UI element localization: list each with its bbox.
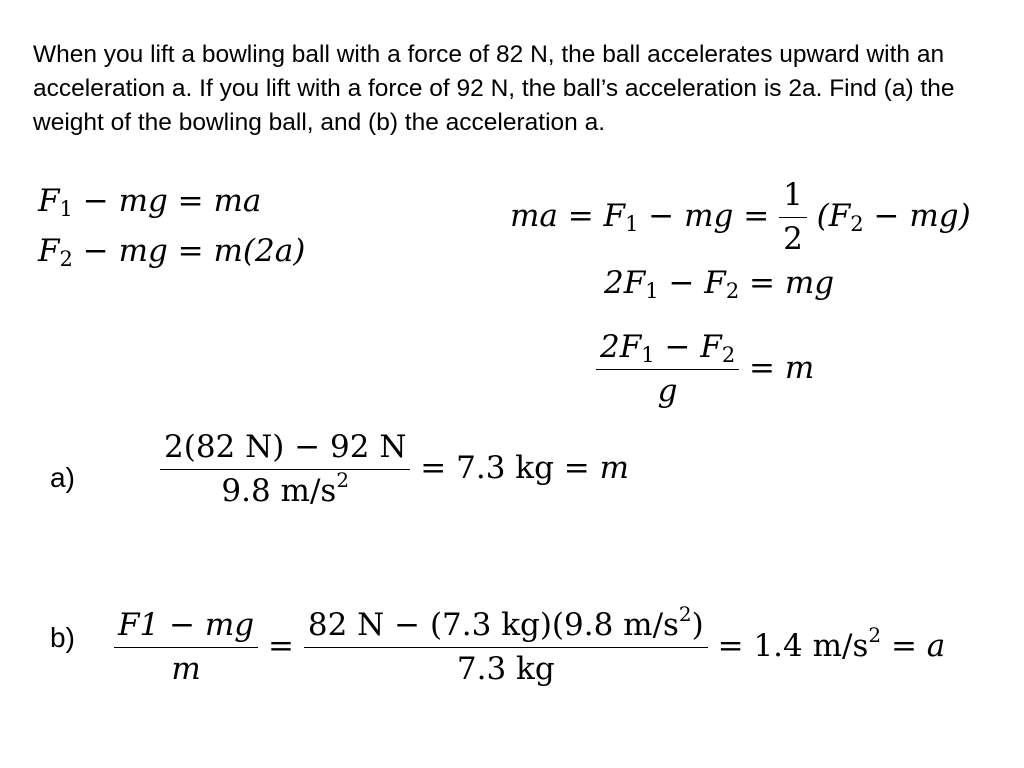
eq3-sub1: 1 bbox=[625, 212, 639, 236]
part-b-label: b) bbox=[50, 622, 75, 653]
part-a-num: 2(82 N) − 92 N bbox=[160, 432, 410, 470]
part-b-frac2-num: 82 N − (7.3 kg)(9.8 m/s bbox=[307, 607, 679, 643]
eq4-b: − F bbox=[658, 265, 726, 301]
eq1-rest: − mg = ma bbox=[72, 183, 262, 219]
eq5-rest: = m bbox=[739, 350, 815, 386]
eq3-half-fraction bbox=[779, 177, 807, 257]
eq3-rest: − mg) bbox=[863, 198, 971, 234]
eq5-num-sub2: 2 bbox=[721, 343, 736, 367]
eq5-fraction bbox=[596, 329, 739, 409]
part-b-frac2-num-close: ) bbox=[691, 607, 704, 643]
part-b-var: a bbox=[926, 628, 946, 664]
part-b-fraction-2 bbox=[304, 602, 708, 687]
eq5-num-b: − F bbox=[654, 329, 722, 365]
equation-5 bbox=[596, 329, 815, 409]
part-b-result-tail: = bbox=[881, 628, 927, 664]
part-a-den: 9.8 m/s bbox=[221, 473, 337, 509]
eq4-rest: = mg bbox=[739, 265, 835, 301]
eq4-sub2: 2 bbox=[725, 279, 740, 303]
equation-2 bbox=[38, 233, 306, 271]
eq1-f: F bbox=[38, 183, 60, 219]
eq5-num-a: 2F bbox=[600, 329, 642, 365]
part-a-result: = 7.3 kg = bbox=[410, 450, 600, 486]
part-a-label: a) bbox=[50, 462, 75, 493]
part-b-equation bbox=[114, 602, 946, 687]
eq2-sub: 2 bbox=[59, 247, 73, 271]
part-b-frac2-den: 7.3 kg bbox=[456, 651, 555, 687]
eq4-a: 2F bbox=[604, 265, 646, 301]
eq2-f: F bbox=[38, 233, 60, 269]
equation-4 bbox=[604, 265, 835, 303]
part-a-equation bbox=[160, 429, 630, 509]
part-b-result: = 1.4 m/s bbox=[707, 628, 869, 664]
eq3-paren: (F bbox=[806, 198, 851, 234]
part-b-fraction-1 bbox=[114, 607, 258, 687]
part-b-result-exp: 2 bbox=[868, 623, 882, 647]
eq3-lhs: ma = F bbox=[510, 198, 626, 234]
eq2-rest: − mg = m(2a) bbox=[72, 233, 306, 269]
equation-1 bbox=[38, 183, 262, 221]
eq4-sub1: 1 bbox=[645, 279, 659, 303]
eq3-frac-num: 1 bbox=[779, 180, 807, 218]
part-b-frac1-num: F1 − mg bbox=[114, 610, 258, 648]
part-a-den-exp: 2 bbox=[336, 468, 350, 492]
equation-3 bbox=[510, 177, 971, 257]
eq1-sub: 1 bbox=[59, 197, 73, 221]
part-b-equals: = bbox=[258, 628, 304, 664]
eq3-sub2: 2 bbox=[850, 212, 864, 236]
part-b-frac2-num-exp: 2 bbox=[678, 602, 692, 626]
part-b-frac1-den: m bbox=[171, 651, 201, 687]
eq3-mid: − mg = bbox=[638, 198, 780, 234]
part-a-fraction bbox=[160, 429, 410, 509]
problem-statement: When you lift a bowling ball with a force of 82 N, the ball accelerates upward with an acceleration a. If you lift with a force of 92 N, the ball’s acceleration is 2a. Find (a) the weight of the bowling ball, and (b) the acceleration a. bbox=[33, 41, 955, 136]
eq3-frac-den: 2 bbox=[783, 221, 803, 257]
part-a-var: m bbox=[599, 450, 630, 486]
eq5-den: g bbox=[657, 373, 678, 409]
eq5-num-sub1: 1 bbox=[641, 343, 655, 367]
